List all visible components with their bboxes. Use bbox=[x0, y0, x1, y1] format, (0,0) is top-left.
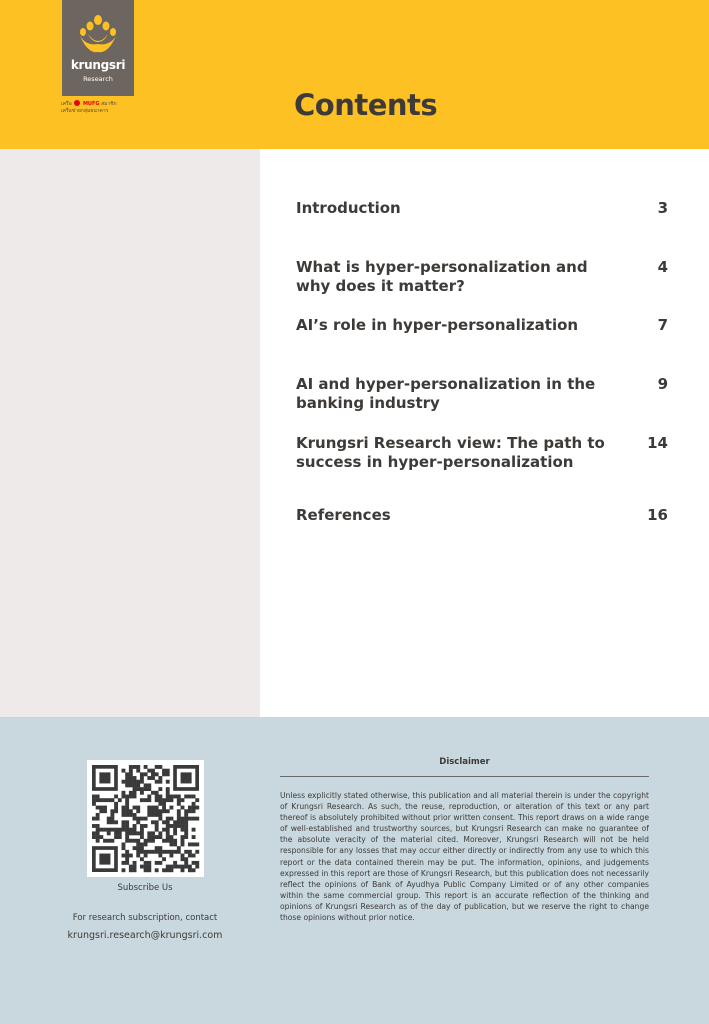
toc-title: References bbox=[296, 506, 391, 524]
partner-line: เครือ MUFG สมาชิก เครือข่ายกลุ่มธนาคาร bbox=[61, 101, 117, 114]
page-header bbox=[0, 0, 709, 149]
toc-title: AI’s role in hyper-personalization bbox=[296, 316, 579, 334]
krungsri-emblem-icon bbox=[76, 14, 120, 54]
contact-email-link[interactable]: krungsri.research@krungsri.com bbox=[67, 930, 223, 941]
disclaimer-divider bbox=[280, 776, 649, 777]
page-footer bbox=[0, 717, 709, 1024]
toc-title: Introduction bbox=[296, 199, 401, 217]
toc-title: Krungsri Research view: The path to success in hyper-personalization bbox=[296, 434, 605, 471]
subscribe-label: Subscribe Us bbox=[117, 883, 173, 893]
toc-page-number: 16 bbox=[647, 506, 668, 524]
toc-page-number: 14 bbox=[647, 434, 668, 452]
page-title: Contents bbox=[294, 88, 438, 122]
left-panel bbox=[0, 149, 260, 717]
disclaimer-title: Disclaimer bbox=[439, 757, 490, 767]
toc-page-number: 7 bbox=[657, 316, 668, 334]
toc-page-number: 3 bbox=[657, 199, 668, 217]
toc-page-number: 4 bbox=[657, 258, 668, 276]
toc-page-number: 9 bbox=[657, 375, 668, 393]
contact-text: For research subscription, contact bbox=[72, 913, 218, 923]
qr-code-icon[interactable] bbox=[87, 760, 204, 877]
toc-title: AI and hyper-personalization in the banking industry bbox=[296, 375, 596, 412]
mufg-logo-icon bbox=[74, 100, 80, 106]
qr-code-graphic bbox=[87, 760, 204, 877]
toc-title: What is hyper-personalization and why does it matter? bbox=[296, 258, 588, 295]
brand-sub: Research bbox=[83, 75, 113, 83]
brand-wordmark: krungsri bbox=[70, 58, 126, 72]
krungsri-logo bbox=[62, 0, 134, 96]
disclaimer-text: Unless explicitly stated otherwise, this publication and all material therein is under the copyright of Krungsri Research. As such, the reuse, reproduction, or alteration of this text or any part thereof is absolutely prohibited without prior written consent. This report draws on a wide range of well-established and trustworthy sources, but Krungsri Research can make no guarantee of the absolute veracity of the material cited. Moreover, Krungsri Research will not be held responsible for any losses that may occur either directly or indirectly from any use to which this report or the data contained therein may be put. The information, opinions, and judgements expressed in this report are those of Krungsri Research, but this publication does not necessarily reflect the opinions of Bank of Ayudhya Public Company Limited or of any other companies within the same commercial group. This report is an accurate reflection of the thinking and opinions of Krungsri Research as of the day of publication, but we reserve the right to change those opinions without prior notice. bbox=[280, 791, 649, 923]
